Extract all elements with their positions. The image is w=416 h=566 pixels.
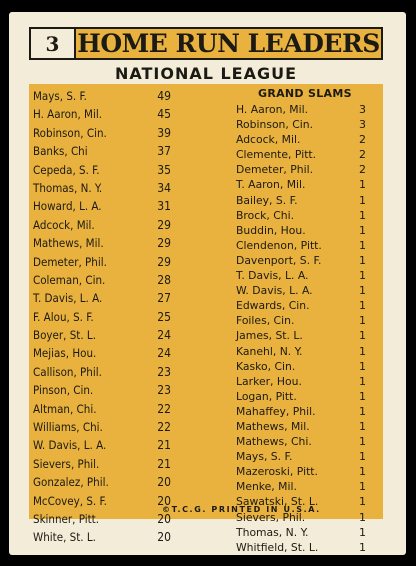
player-name: Thomas, N. Y.: [33, 180, 103, 195]
grand-slam-row: [236, 314, 366, 329]
player-name: Williams, Chi.: [33, 420, 103, 435]
grand-slam-row: [236, 541, 366, 556]
leader-row: [33, 308, 171, 326]
player-name: McCovey, S. F.: [33, 493, 107, 508]
player-name: Logan, Pitt.: [236, 389, 297, 403]
player-name: Mejias, Hou.: [33, 346, 97, 361]
copyright-footer: ©T.C.G. PRINTED IN U.S.A.: [162, 505, 321, 514]
player-name: Mazeroski, Pitt.: [236, 465, 318, 479]
player-name: Buddin, Hou.: [236, 223, 306, 237]
grand-slam-count: 1: [359, 510, 366, 524]
grand-slam-row: [236, 420, 366, 435]
home-run-count: 35: [157, 162, 171, 177]
grand-slam-row: [236, 118, 366, 133]
player-name: Menke, Mil.: [236, 480, 297, 494]
player-name: Kanehl, N. Y.: [236, 344, 303, 358]
player-name: Boyer, St. L.: [33, 328, 96, 343]
player-name: Callison, Phil.: [33, 364, 102, 379]
player-name: Gonzalez, Phil.: [33, 475, 109, 490]
leader-row: [33, 271, 171, 289]
leader-row: [33, 436, 171, 454]
leader-row: [33, 473, 171, 491]
home-run-count: 24: [157, 328, 171, 343]
grand-slam-count: 1: [359, 495, 366, 509]
player-name: Bailey, S. F.: [236, 193, 298, 207]
player-name: Sievers, Phil.: [236, 510, 306, 524]
grand-slams-list: [236, 87, 366, 556]
player-name: F. Alou, S. F.: [33, 309, 94, 324]
grand-slam-count: 1: [359, 525, 366, 539]
grand-slam-row: [236, 480, 366, 495]
home-run-count: 21: [157, 456, 171, 471]
player-name: White, St. L.: [33, 530, 96, 545]
grand-slam-row: [236, 133, 366, 148]
player-name: Mays, S. F.: [236, 450, 293, 464]
grand-slam-row: [236, 329, 366, 344]
leader-row: [33, 253, 171, 271]
player-name: T. Davis, L. A.: [33, 291, 103, 306]
grand-slam-count: 1: [359, 299, 366, 313]
player-name: Banks, Chi: [33, 144, 88, 159]
grand-slam-row: [236, 450, 366, 465]
grand-slam-row: [236, 163, 366, 178]
leader-row: [33, 510, 171, 528]
home-run-count: 31: [157, 199, 171, 214]
home-run-count: 45: [157, 107, 171, 122]
leader-row: [33, 344, 171, 362]
home-run-count: 29: [157, 217, 171, 232]
grand-slam-count: 1: [359, 389, 366, 403]
player-name: Kasko, Cin.: [236, 359, 296, 373]
card-header: [29, 27, 383, 60]
grand-slam-row: [236, 209, 366, 224]
grand-slam-count: 1: [359, 269, 366, 283]
grand-slams-title: GRAND SLAMS: [258, 87, 352, 100]
grand-slam-count: 1: [359, 329, 366, 343]
grand-slam-count: 1: [359, 223, 366, 237]
player-name: T. Davis, L. A.: [236, 269, 309, 283]
home-run-count: 22: [157, 420, 171, 435]
leader-row: [33, 326, 171, 344]
player-name: Mahaffey, Phil.: [236, 404, 316, 418]
player-name: H. Aaron, Mil.: [236, 103, 309, 116]
grand-slam-count: 1: [359, 435, 366, 449]
grand-slam-row: [236, 435, 366, 450]
grand-slam-row: [236, 148, 366, 163]
player-name: Clemente, Pitt.: [236, 148, 317, 162]
home-run-count: 20: [157, 493, 171, 508]
grand-slam-count: 2: [359, 148, 366, 162]
player-name: Demeter, Phil.: [33, 254, 107, 269]
grand-slam-row: [236, 360, 366, 375]
player-name: Altman, Chi.: [33, 401, 97, 416]
home-run-count: 37: [157, 144, 171, 159]
grand-slam-row: [236, 103, 366, 118]
player-name: H. Aaron, Mil.: [33, 107, 102, 122]
grand-slam-row: [236, 405, 366, 420]
grand-slam-count: 1: [359, 480, 366, 494]
grand-slam-count: 1: [359, 314, 366, 328]
leader-row: [33, 400, 171, 418]
league-subtitle: NATIONAL LEAGUE: [114, 64, 298, 83]
player-name: Mathews, Chi.: [236, 435, 312, 449]
player-name: Larker, Hou.: [236, 374, 302, 388]
grand-slam-row: [236, 375, 366, 390]
home-run-count: 24: [157, 346, 171, 361]
grand-slam-count: 3: [359, 103, 366, 116]
player-name: Mays, S. F.: [33, 89, 87, 103]
home-run-count: 29: [157, 254, 171, 269]
grand-slam-count: 2: [359, 163, 366, 177]
player-name: Mathews, Mil.: [236, 419, 310, 433]
player-name: Edwards, Cin.: [236, 299, 310, 313]
home-run-count: 27: [157, 291, 171, 306]
leader-row: [33, 455, 171, 473]
player-name: W. Davis, L. A.: [33, 438, 107, 453]
grand-slam-count: 2: [359, 133, 366, 147]
grand-slam-count: 1: [359, 465, 366, 479]
leader-row: [33, 528, 171, 546]
leader-row: [33, 124, 171, 142]
player-name: Clendenon, Pitt.: [236, 238, 322, 252]
player-name: Davenport, S. F.: [236, 253, 322, 267]
player-name: Sievers, Phil.: [33, 456, 100, 471]
grand-slam-count: 1: [359, 404, 366, 418]
leader-row: [33, 105, 171, 123]
leader-row: [33, 234, 171, 252]
player-name: Coleman, Cin.: [33, 272, 106, 287]
leader-row: [33, 289, 171, 307]
player-name: Robinson, Cin.: [236, 118, 314, 132]
player-name: Adcock, Mil.: [236, 133, 301, 147]
leader-row: [33, 87, 171, 105]
player-name: Brock, Chi.: [236, 208, 295, 222]
leader-row: [33, 492, 171, 510]
grand-slam-count: 1: [359, 178, 366, 192]
player-name: Robinson, Cin.: [33, 125, 107, 140]
home-run-count: 39: [157, 125, 171, 140]
player-name: Thomas, N. Y.: [236, 525, 309, 539]
grand-slam-count: 1: [359, 253, 366, 267]
grand-slam-row: [236, 269, 366, 284]
grand-slam-row: [236, 194, 366, 209]
home-run-count: 21: [157, 438, 171, 453]
home-run-count: 28: [157, 272, 171, 287]
home-run-count: 20: [157, 475, 171, 490]
grand-slam-row: [236, 178, 366, 193]
grand-slam-count: 1: [359, 208, 366, 222]
home-run-leaders-list: [33, 87, 171, 547]
grand-slam-count: 1: [359, 359, 366, 373]
grand-slam-row: [236, 345, 366, 360]
grand-slam-row: [236, 299, 366, 314]
grand-slam-count: 1: [359, 238, 366, 252]
grand-slam-count: 3: [359, 118, 366, 132]
home-run-count: 23: [157, 364, 171, 379]
grand-slam-row: [236, 239, 366, 254]
player-name: Demeter, Phil.: [236, 163, 314, 177]
home-run-count: 20: [157, 530, 171, 545]
home-run-count: 34: [157, 180, 171, 195]
grand-slam-row: [236, 254, 366, 269]
leader-row: [33, 418, 171, 436]
leader-row: [33, 216, 171, 234]
player-name: Mathews, Mil.: [33, 236, 104, 251]
grand-slam-count: 1: [359, 540, 366, 554]
grand-slam-count: 1: [359, 419, 366, 433]
leader-row: [33, 179, 171, 197]
grand-slam-count: 1: [359, 344, 366, 358]
player-name: Howard, L. A.: [33, 199, 102, 214]
player-name: W. Davis, L. A.: [236, 284, 313, 298]
home-run-count: 25: [157, 309, 171, 324]
card-number: 3: [31, 29, 76, 58]
grand-slam-count: 1: [359, 374, 366, 388]
leader-row: [33, 161, 171, 179]
grand-slam-count: 1: [359, 450, 366, 464]
player-name: Whitfield, St. L.: [236, 540, 319, 554]
grand-slam-row: [236, 284, 366, 299]
grand-slam-row: [236, 224, 366, 239]
leader-row: [33, 197, 171, 215]
grand-slam-count: 1: [359, 284, 366, 298]
player-name: James, St. L.: [236, 329, 303, 343]
player-name: Cepeda, S. F.: [33, 162, 100, 177]
leader-row: [33, 381, 171, 399]
player-name: Foiles, Cin.: [236, 314, 295, 328]
player-name: Skinner, Pitt.: [33, 511, 99, 526]
home-run-count: 22: [157, 401, 171, 416]
home-run-count: 20: [157, 511, 171, 526]
home-run-count: 49: [157, 89, 171, 103]
leader-row: [33, 363, 171, 381]
leader-row: [33, 142, 171, 160]
home-run-count: 23: [157, 383, 171, 398]
player-name: Sawatski, St. L.: [236, 495, 319, 509]
player-name: Adcock, Mil.: [33, 217, 95, 232]
grand-slam-row: [236, 390, 366, 405]
grand-slam-row: [236, 465, 366, 480]
card-title: HOME RUN LEADERS: [77, 29, 380, 58]
player-name: Pinson, Cin.: [33, 383, 94, 398]
home-run-count: 29: [157, 236, 171, 251]
grand-slam-row: [236, 526, 366, 541]
player-name: T. Aaron, Mil.: [236, 178, 306, 192]
grand-slam-count: 1: [359, 193, 366, 207]
